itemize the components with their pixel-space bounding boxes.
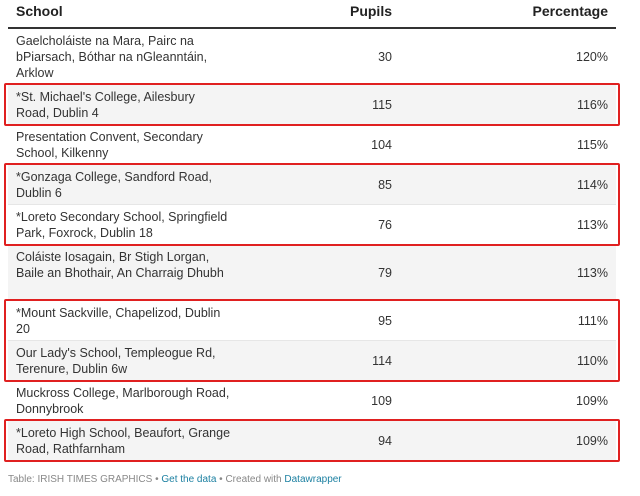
header-percentage[interactable]: Percentage	[532, 3, 608, 19]
datawrapper-link[interactable]: Datawrapper	[284, 474, 342, 485]
cell-pupils: 85	[378, 178, 392, 192]
table-row	[8, 125, 616, 165]
cell-percentage: 120%	[576, 50, 608, 64]
cell-pupils: 94	[378, 434, 392, 448]
cell-school: *Mount Sackville, Chapelizod, Dublin 20	[16, 306, 221, 336]
cell-pupils: 115	[372, 98, 392, 112]
footer-source: Table: IRISH TIMES GRAPHICS	[8, 474, 153, 485]
cell-school: Gaelcholáiste na Mara, Pairc na bPiarsach, Bóthar na nGleanntáin, Arklow	[16, 34, 208, 80]
table-row	[8, 205, 616, 245]
cell-percentage: 115%	[576, 138, 608, 152]
cell-pupils: 76	[378, 218, 392, 232]
footer-created-with: • Created with	[216, 474, 285, 485]
cell-percentage: 114%	[576, 178, 608, 192]
cell-percentage: 109%	[576, 434, 608, 448]
cell-school: *Loreto Secondary School, Springfield Park, Foxrock, Dublin 18	[16, 210, 228, 240]
cell-school: *Gonzaga College, Sandford Road, Dublin 6	[16, 170, 212, 200]
header-school[interactable]: School	[16, 3, 63, 19]
table-row	[8, 381, 616, 421]
cell-pupils: 95	[378, 314, 392, 328]
get-the-data-link[interactable]: Get the data	[161, 474, 217, 485]
table-row	[8, 341, 616, 381]
cell-school: Coláiste Iosagain, Br Stigh Lorgan, Baile an Bhothair, An Charraig Dhubh	[16, 250, 224, 280]
table-row	[8, 85, 616, 125]
cell-pupils: 79	[378, 266, 392, 280]
table-row	[8, 29, 616, 85]
table-row	[8, 301, 616, 341]
cell-pupils: 109	[371, 394, 392, 408]
cell-percentage: 110%	[576, 354, 608, 368]
footer-separator-1: •	[152, 474, 162, 485]
cell-school: Muckross College, Marlborough Road, Donnybrook	[16, 386, 230, 416]
table-row	[8, 165, 616, 205]
schools-table	[8, 0, 616, 456]
cell-percentage: 113%	[576, 218, 608, 232]
cell-pupils: 114	[372, 354, 392, 368]
cell-percentage: 113%	[576, 266, 608, 280]
table-footer	[8, 474, 342, 485]
cell-pupils: 104	[371, 138, 392, 152]
header-pupils[interactable]: Pupils	[349, 3, 392, 19]
cell-school: Presentation Convent, Secondary School, Kilkenny	[16, 130, 203, 160]
cell-percentage: 109%	[576, 394, 608, 408]
table-header	[8, 0, 616, 29]
cell-percentage: 116%	[576, 98, 608, 112]
cell-school: *Loreto High School, Beaufort, Grange Road, Rathfarnham	[16, 426, 231, 456]
table-row	[8, 421, 616, 461]
cell-school: *St. Michael's College, Ailesbury Road, Dublin 4	[16, 90, 195, 120]
table-row	[8, 245, 616, 301]
cell-pupils: 30	[378, 50, 392, 64]
cell-percentage: 111%	[577, 314, 608, 328]
cell-school: Our Lady's School, Templeogue Rd, Terenure, Dublin 6w	[16, 346, 216, 376]
